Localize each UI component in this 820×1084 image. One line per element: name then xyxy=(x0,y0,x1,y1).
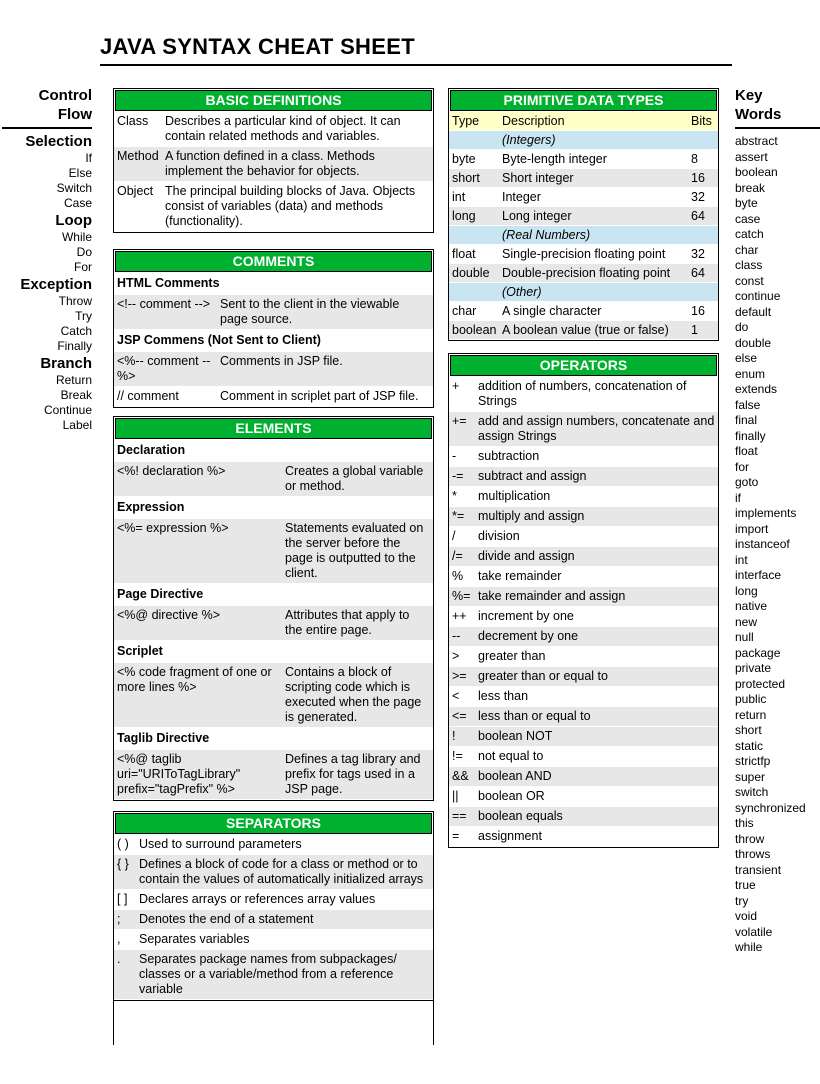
operator-symbol: || xyxy=(452,789,459,803)
control-flow-item: Catch xyxy=(60,324,92,338)
right-column xyxy=(448,88,719,848)
operator-description: less than or equal to xyxy=(478,709,591,723)
data-type-bits: 16 xyxy=(691,304,705,318)
comment-row xyxy=(114,387,433,406)
control-flow-group-label: Loop xyxy=(55,212,92,229)
control-flow-group-label: Selection xyxy=(25,133,92,150)
operator-row xyxy=(449,377,718,411)
operator-row xyxy=(449,827,718,846)
primitive-data-types-header: PRIMITIVE DATA TYPES xyxy=(450,90,717,111)
operator-symbol: * xyxy=(452,489,457,503)
key-word-item: void xyxy=(735,909,758,923)
data-type-name: int xyxy=(452,190,466,204)
key-word-item: null xyxy=(735,630,754,644)
key-word-item: native xyxy=(735,599,768,613)
separator-row xyxy=(114,910,433,929)
element-code: <% code fragment of one or more lines %> xyxy=(117,665,272,694)
basic-definitions-rows xyxy=(114,112,433,231)
element-description: Attributes that apply to the entire page. xyxy=(285,608,410,637)
separators-end-divider xyxy=(114,1000,433,1001)
key-word-item: do xyxy=(735,320,749,334)
operator-row xyxy=(449,767,718,786)
key-word-item: this xyxy=(735,816,754,830)
key-word-item: instanceof xyxy=(735,537,790,551)
data-type-description: Byte-length integer xyxy=(502,152,607,166)
data-type-group-label: (Real Numbers) xyxy=(502,228,591,242)
comment-code: <%-- comment --%> xyxy=(117,354,211,383)
comment-subheader: HTML Comments xyxy=(117,276,220,290)
definition-row xyxy=(114,112,433,146)
key-word-item: public xyxy=(735,692,767,706)
definition-description: The principal building blocks of Java. Objects consist of variables (data) and methods (functionality). xyxy=(165,184,416,228)
data-type-name xyxy=(452,228,502,242)
control-flow-item: Break xyxy=(60,388,92,402)
key-word-item: const xyxy=(735,273,764,288)
operator-row xyxy=(449,447,718,466)
comments-header: COMMENTS xyxy=(115,251,432,272)
operator-symbol: > xyxy=(452,649,460,663)
comment-code: // comment xyxy=(117,389,179,403)
operator-description: less than xyxy=(478,689,529,703)
key-word-item: implements xyxy=(735,506,797,520)
operators-header: OPERATORS xyxy=(450,355,717,376)
column-header-bits: Bits xyxy=(691,114,712,128)
definition-term: Object xyxy=(117,184,154,198)
separator-row xyxy=(114,855,433,889)
key-word-item: long xyxy=(735,583,758,598)
separator-description: Separates variables xyxy=(139,932,250,946)
key-word-item: int xyxy=(735,552,748,567)
operator-row xyxy=(449,687,718,706)
data-type-name: float xyxy=(452,247,476,261)
data-type-description: Short integer xyxy=(502,171,574,185)
data-type-group-label: (Integers) xyxy=(502,133,556,147)
operator-symbol: ! xyxy=(452,729,456,743)
key-word-item: static xyxy=(735,738,764,753)
operator-description: greater than or equal to xyxy=(478,669,608,683)
operator-description: multiplication xyxy=(478,489,551,503)
element-code: <%! declaration %> xyxy=(117,464,226,478)
key-word-item: try xyxy=(735,893,749,908)
comment-description: Comments in JSP file. xyxy=(220,354,343,368)
elements-rows xyxy=(114,440,433,799)
operator-symbol: + xyxy=(452,379,460,393)
operator-row xyxy=(449,787,718,806)
definition-description: A function defined in a class. Methods implement the behavior for objects. xyxy=(165,149,375,178)
key-word-item: super xyxy=(735,769,766,784)
element-subheader: Scriplet xyxy=(117,644,163,658)
element-description: Statements evaluated on the server before the page is outputted to the client. xyxy=(285,521,424,580)
key-words-heading-line1: Key xyxy=(735,87,763,104)
key-word-item: byte xyxy=(735,196,758,210)
separator-description: Used to surround parameters xyxy=(139,837,302,851)
data-type-row xyxy=(449,188,718,206)
key-word-item: throws xyxy=(735,847,771,861)
key-word-item: double xyxy=(735,335,772,350)
control-flow-item: Do xyxy=(76,245,92,259)
column-header-description: Description xyxy=(502,114,565,128)
data-type-name: char xyxy=(452,304,477,318)
elements-section xyxy=(113,416,434,801)
operator-row xyxy=(449,647,718,666)
separator-description: Separates package names from subpackages/ classes or a variable/method from a reference variable xyxy=(139,952,397,996)
primitive-data-types-rows xyxy=(449,112,718,339)
key-word-item: if xyxy=(735,490,741,505)
operator-symbol: += xyxy=(452,414,467,428)
separator-description: Denotes the end of a statement xyxy=(139,912,314,926)
separator-row xyxy=(114,835,433,854)
operator-symbol: <= xyxy=(452,709,467,723)
key-words-heading xyxy=(735,86,820,129)
control-flow-item: Continue xyxy=(43,403,92,417)
element-row xyxy=(114,606,433,640)
operator-row xyxy=(449,627,718,646)
element-row xyxy=(114,750,433,799)
data-type-name: double xyxy=(452,266,490,280)
key-words-column xyxy=(735,86,820,956)
key-word-item: interface xyxy=(735,568,782,582)
comment-description: Sent to the client in the viewable page source. xyxy=(220,297,400,326)
separator-symbol: ; xyxy=(117,912,121,926)
comments-section xyxy=(113,249,434,408)
operator-row xyxy=(449,807,718,826)
data-type-bits: 8 xyxy=(691,152,698,166)
key-words-heading-line2: Words xyxy=(735,106,782,123)
comments-rows xyxy=(114,273,433,406)
operator-description: decrement by one xyxy=(478,629,579,643)
control-flow-sidebar xyxy=(2,86,92,433)
operator-description: add and assign numbers, concatenate and assign Strings xyxy=(478,414,715,443)
middle-column xyxy=(113,88,434,1045)
separator-symbol: [ ] xyxy=(117,892,128,906)
definition-term: Method xyxy=(117,149,159,163)
separator-row xyxy=(114,890,433,909)
data-type-bits: 64 xyxy=(691,266,705,280)
operator-symbol: *= xyxy=(452,509,465,523)
key-word-item: continue xyxy=(735,289,781,303)
data-type-group-label: (Other) xyxy=(502,285,542,299)
operator-symbol: / xyxy=(452,529,456,543)
comment-row xyxy=(114,295,433,329)
operator-description: division xyxy=(478,529,520,543)
element-row xyxy=(114,663,433,727)
definition-term: Class xyxy=(117,114,149,128)
operator-row xyxy=(449,507,718,526)
operator-symbol: - xyxy=(452,449,457,463)
data-type-bits: 32 xyxy=(691,190,705,204)
data-type-row xyxy=(449,302,718,320)
data-type-row xyxy=(449,169,718,187)
control-flow-heading-line1: Control xyxy=(38,87,92,104)
operator-row xyxy=(449,412,718,446)
definition-row xyxy=(114,147,433,181)
key-words-list xyxy=(735,134,820,956)
control-flow-heading xyxy=(2,86,92,129)
operator-description: addition of numbers, concatenation of Strings xyxy=(478,379,687,408)
data-type-name: boolean xyxy=(452,323,497,337)
column-header-type: Type xyxy=(452,114,480,128)
operator-symbol: % xyxy=(452,569,464,583)
data-type-bits: 32 xyxy=(691,247,705,261)
control-flow-item: Return xyxy=(55,373,92,387)
operator-symbol: >= xyxy=(452,669,467,683)
page-title: JAVA SYNTAX CHEAT SHEET xyxy=(100,34,415,59)
data-type-description: A single character xyxy=(502,304,602,318)
operator-description: greater than xyxy=(478,649,546,663)
key-word-item: throw xyxy=(735,831,765,846)
data-type-group-row xyxy=(449,226,718,244)
data-type-row xyxy=(449,207,718,225)
key-word-item: extends xyxy=(735,382,778,396)
control-flow-item: While xyxy=(61,230,92,244)
separator-symbol: . xyxy=(117,952,121,966)
separator-row xyxy=(114,930,433,949)
comment-subheader: JSP Commens (Not Sent to Client) xyxy=(117,333,321,347)
basic-definitions-section xyxy=(113,88,434,233)
control-flow-item: Finally xyxy=(57,339,92,353)
data-type-row xyxy=(449,150,718,168)
operator-symbol: < xyxy=(452,689,460,703)
operator-description: take remainder xyxy=(478,569,562,583)
separator-row xyxy=(114,950,433,999)
element-subheader: Expression xyxy=(117,500,185,514)
data-type-bits xyxy=(691,133,715,147)
key-word-item: float xyxy=(735,444,758,458)
operator-symbol: -= xyxy=(452,469,464,483)
key-word-item: package xyxy=(735,645,781,660)
control-flow-item: Switch xyxy=(56,181,92,195)
data-type-bits xyxy=(691,228,715,242)
operator-symbol: && xyxy=(452,769,469,783)
data-type-name xyxy=(452,133,502,147)
element-description: Defines a tag library and prefix for tags used in a JSP page. xyxy=(285,752,421,796)
operator-row xyxy=(449,727,718,746)
separator-symbol: ( ) xyxy=(117,837,129,851)
data-type-row xyxy=(449,321,718,339)
operators-section xyxy=(448,353,719,848)
data-type-row xyxy=(449,245,718,263)
operator-description: boolean NOT xyxy=(478,729,553,743)
data-type-description: A boolean value (true or false) xyxy=(502,323,669,337)
data-type-name: byte xyxy=(452,152,476,166)
primitive-data-types-section xyxy=(448,88,719,341)
control-flow-item: Else xyxy=(68,166,92,180)
element-description: Creates a global variable or method. xyxy=(285,464,424,493)
operator-row xyxy=(449,667,718,686)
key-word-item: final xyxy=(735,413,758,427)
key-word-item: boolean xyxy=(735,165,778,179)
operator-description: not equal to xyxy=(478,749,544,763)
key-word-item: short xyxy=(735,723,762,737)
data-type-group-row xyxy=(449,283,718,301)
operator-symbol: = xyxy=(452,829,460,843)
operator-description: take remainder and assign xyxy=(478,589,626,603)
operator-description: subtract and assign xyxy=(478,469,587,483)
comment-code: <!-- comment --> xyxy=(117,297,211,311)
key-word-item: switch xyxy=(735,785,769,799)
control-flow-item: If xyxy=(85,151,92,165)
control-flow-groups xyxy=(2,133,92,433)
operator-row xyxy=(449,467,718,486)
data-type-row xyxy=(449,264,718,282)
key-word-item: synchronized xyxy=(735,800,806,815)
element-subheader: Page Directive xyxy=(117,587,204,601)
key-word-item: return xyxy=(735,707,767,722)
definition-row xyxy=(114,182,433,231)
key-word-item: class xyxy=(735,258,763,272)
operator-row xyxy=(449,707,718,726)
key-word-item: char xyxy=(735,242,759,257)
data-type-description: Single-precision floating point xyxy=(502,247,666,261)
data-type-bits xyxy=(691,285,715,299)
separators-header: SEPARATORS xyxy=(115,813,432,834)
element-code: <%= expression %> xyxy=(117,521,229,535)
operator-symbol: -- xyxy=(452,629,461,643)
key-word-item: abstract xyxy=(735,134,778,148)
control-flow-item: Case xyxy=(63,196,92,210)
comment-row xyxy=(114,352,433,386)
data-type-name: short xyxy=(452,171,480,185)
control-flow-item: For xyxy=(74,260,92,274)
operators-rows xyxy=(449,377,718,846)
operator-row xyxy=(449,547,718,566)
operator-description: boolean equals xyxy=(478,809,563,823)
operator-symbol: ++ xyxy=(452,609,467,623)
data-type-bits: 64 xyxy=(691,209,705,223)
element-subheader: Declaration xyxy=(117,443,186,457)
key-word-item: import xyxy=(735,521,769,536)
key-word-item: new xyxy=(735,614,758,629)
data-type-description: Integer xyxy=(502,190,541,204)
data-type-bits: 16 xyxy=(691,171,705,185)
key-word-item: for xyxy=(735,459,750,474)
element-code: <%@ taglib uri="URIToTagLibrary" prefix="tagPrefix" %> xyxy=(117,752,241,796)
operator-row xyxy=(449,747,718,766)
element-row xyxy=(114,462,433,496)
elements-header: ELEMENTS xyxy=(115,418,432,439)
operator-description: multiply and assign xyxy=(478,509,585,523)
element-subheader: Taglib Directive xyxy=(117,731,210,745)
data-type-description: Long integer xyxy=(502,209,572,223)
control-flow-item: Label xyxy=(62,418,92,432)
operator-description: subtraction xyxy=(478,449,540,463)
separator-symbol: , xyxy=(117,932,121,946)
element-description: Contains a block of scripting code which is executed when the page is generated. xyxy=(285,665,422,724)
key-word-item: goto xyxy=(735,475,759,489)
key-word-item: private xyxy=(735,661,772,675)
data-type-name xyxy=(452,285,502,299)
key-word-item: else xyxy=(735,351,758,365)
separators-rows xyxy=(114,835,433,999)
control-flow-item: Try xyxy=(75,309,92,323)
key-word-item: strictfp xyxy=(735,754,771,768)
operator-description: divide and assign xyxy=(478,549,575,563)
key-word-item: finally xyxy=(735,428,766,443)
operator-row xyxy=(449,607,718,626)
basic-definitions-header: BASIC DEFINITIONS xyxy=(115,90,432,111)
control-flow-heading-line2: Flow xyxy=(57,106,92,123)
key-word-item: volatile xyxy=(735,924,773,939)
operator-description: assignment xyxy=(478,829,542,843)
operator-symbol: /= xyxy=(452,549,463,563)
key-word-item: transient xyxy=(735,862,782,877)
data-type-name: long xyxy=(452,209,476,223)
key-word-item: break xyxy=(735,180,766,195)
control-flow-item: Throw xyxy=(58,294,92,308)
page-title-underline xyxy=(100,34,732,66)
control-flow-group-label: Branch xyxy=(40,355,92,372)
data-type-description: Double-precision floating point xyxy=(502,266,671,280)
key-word-item: true xyxy=(735,878,756,892)
element-row xyxy=(114,519,433,583)
element-code: <%@ directive %> xyxy=(117,608,221,622)
separator-description: Declares arrays or references array values xyxy=(139,892,376,906)
operator-description: boolean AND xyxy=(478,769,552,783)
operator-symbol: != xyxy=(452,749,463,763)
key-word-item: catch xyxy=(735,227,764,241)
key-word-item: protected xyxy=(735,676,786,691)
key-word-item: while xyxy=(735,940,763,954)
definition-description: Describes a particular kind of object. It can contain related methods and variables. xyxy=(165,114,401,143)
operator-symbol: == xyxy=(452,809,467,823)
key-word-item: assert xyxy=(735,149,768,164)
key-word-item: default xyxy=(735,304,772,319)
control-flow-group-label: Exception xyxy=(20,276,92,293)
separator-symbol: { } xyxy=(117,857,129,871)
key-word-item: case xyxy=(735,211,761,226)
operator-symbol: %= xyxy=(452,589,471,603)
comment-description: Comment in scriplet part of JSP file. xyxy=(220,389,419,403)
operator-row xyxy=(449,487,718,506)
operator-row xyxy=(449,587,718,606)
data-type-group-row xyxy=(449,131,718,149)
separators-section xyxy=(113,811,434,1045)
separator-description: Defines a block of code for a class or method or to contain the values of automatically initialized arrays xyxy=(139,857,424,886)
operator-description: boolean OR xyxy=(478,789,545,803)
operator-row xyxy=(449,567,718,586)
operator-row xyxy=(449,527,718,546)
data-type-bits: 1 xyxy=(691,323,698,337)
key-word-item: false xyxy=(735,397,761,412)
data-type-column-header-row xyxy=(449,112,718,130)
operator-description: increment by one xyxy=(478,609,574,623)
key-word-item: enum xyxy=(735,366,766,381)
